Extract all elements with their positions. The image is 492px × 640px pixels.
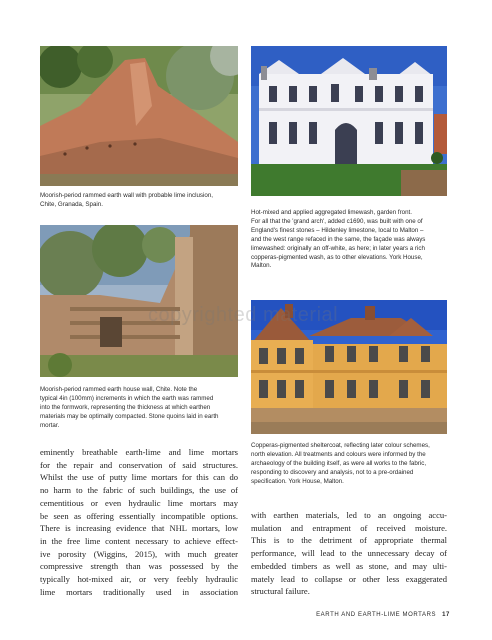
body-line: compressive strength than was possessed by the — [40, 561, 238, 572]
body-line: Whilst the use of putty lime mortars for this can do — [40, 472, 238, 483]
caption-york-house-garden — [251, 209, 451, 271]
body-line: embedded timbers as well as stone, and may ulti- — [251, 560, 447, 571]
caption-line: For all that the 'grand arch', added c1690, was built with one of — [251, 217, 423, 225]
caption-line: specification. York House, Malton. — [251, 477, 344, 485]
body-line: with earthen materials, led to an ongoing accu- — [251, 510, 447, 520]
body-line: structural failure. — [251, 586, 310, 597]
caption-line: into the formwork, representing the thickness at which earthen — [40, 403, 211, 411]
body-line: be seen as offering essentially incompatible options. — [40, 510, 238, 521]
body-line: cementitious or even hydraulic lime mortars may — [40, 497, 238, 508]
caption-line: and the west range refaced in the same, the façade was always — [251, 235, 426, 243]
caption-line: copperas-pigmented wash, as to other elevations. York House, — [251, 253, 423, 261]
photo-moorish-house — [40, 225, 238, 377]
body-column-left — [40, 446, 238, 598]
body-line: mulation and entrapment of received moisture. — [251, 522, 447, 533]
running-head: EARTH AND EARTH-LIME MORTARS — [316, 612, 437, 618]
caption-york-house-north — [251, 442, 451, 487]
photo-moorish-wall — [40, 46, 238, 186]
caption-line: Malton. — [251, 262, 272, 270]
caption-moorish-house — [40, 386, 240, 431]
caption-line: responding to discovery and analysis, not to a pre-ordained — [251, 468, 414, 476]
body-line: typically hot-mixed air, or very feebly hydraulic — [40, 574, 238, 585]
caption-moorish-wall — [40, 192, 240, 210]
body-line: eminently breathable earth-lime and lime mortars — [40, 447, 238, 457]
body-line: no harm to the fabric of such buildings, the use of — [40, 485, 238, 496]
body-line: performance, will lead to the unnecessary decay of — [251, 548, 447, 559]
caption-line: north elevation. All treatments and colours were informed by the — [251, 450, 426, 458]
body-line: in the free lime content necessary to achieve effect- — [40, 535, 238, 546]
photo-york-house-garden — [251, 46, 447, 196]
body-line: lime mortars traditionally used in association — [40, 586, 238, 597]
body-line: There is increasing evidence that NHL mortars, low — [40, 523, 238, 534]
caption-line: Moorish-period rammed earth wall with probable lime inclusion, — [40, 192, 213, 199]
caption-line: archaeology of the building itself, as were all works to the fabric, — [251, 459, 427, 467]
caption-line: typical 4in (100mm) increments in which the earth was rammed — [40, 394, 214, 402]
body-line: for the repair and conservation of said structures. — [40, 459, 238, 470]
body-column-right — [251, 509, 447, 598]
caption-line: Chite, Granada, Spain. — [40, 200, 103, 208]
body-line: This is to the detriment of appropriate thermal — [251, 535, 447, 546]
copyright-watermark: copyrighted material — [148, 304, 339, 326]
caption-line: England's finest stones – Hildenley limestone, local to Malton – — [251, 226, 424, 234]
caption-line: materials may be optimally compacted. Stone quoins laid in earth — [40, 412, 219, 420]
page-number: 17 — [442, 612, 450, 618]
page-footer — [316, 612, 450, 618]
body-line: ive porosity (Wiggins, 2015), with much greater — [40, 548, 238, 559]
caption-line: Copperas-pigmented sheltercoat, reflecting later colour schemes, — [251, 442, 430, 449]
caption-line: mortar. — [40, 421, 60, 429]
caption-line: limewashed: originally an off-white, as here; in later years a rich — [251, 244, 425, 252]
body-line: mately lead to collapse or other less exaggerated — [251, 573, 447, 584]
caption-line: Hot-mixed and applied aggregated limewash, garden front. — [251, 209, 412, 216]
caption-line: Moorish-period rammed earth house wall, Chite. Note the — [40, 386, 198, 393]
